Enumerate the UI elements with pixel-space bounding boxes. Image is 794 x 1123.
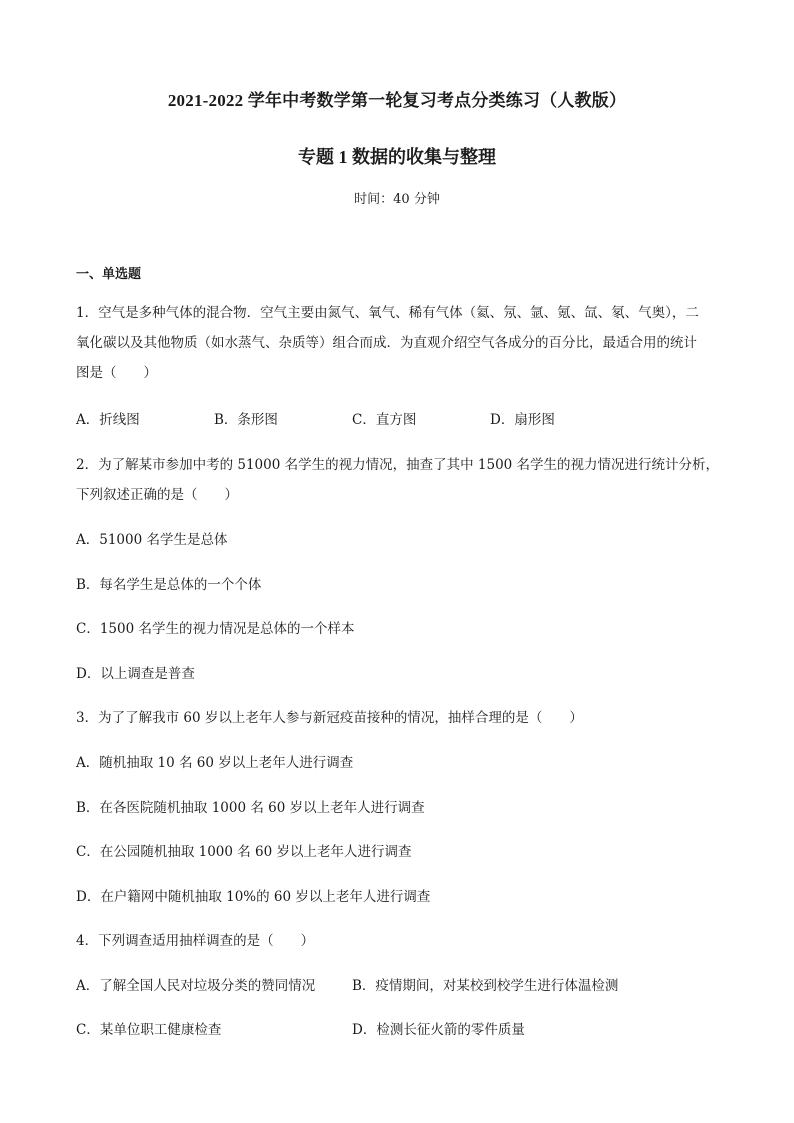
question-2-option-a: A．51000 名学生是总体 [76, 532, 228, 548]
question-2-option-b: B．每名学生是总体的一个个体 [76, 577, 262, 593]
question-3-option-d: D．在户籍网中随机抽取 10%的 60 岁以上老年人进行调查 [76, 889, 431, 905]
question-2-option-c: C．1500 名学生的视力情况是总体的一个样本 [76, 621, 355, 637]
question-2-line-1: 2．为了解某市参加中考的 51000 名学生的视力情况，抽查了其中 1500 名学生的视力情况进行统计分析， [76, 457, 720, 473]
question-3-option-c: C．在公园随机抽取 1000 名 60 岁以上老年人进行调查 [76, 844, 412, 860]
question-2-line-2: 下列叙述正确的是（ ） [76, 487, 238, 503]
question-4-option-d: D．检测长征火箭的零件质量 [352, 1022, 525, 1038]
question-3-line-1: 3．为了了解我市 60 岁以上老年人参与新冠疫苗接种的情况，抽样合理的是（ ） [76, 710, 583, 726]
question-1-line-3: 图是（ ） [76, 365, 157, 381]
section-heading: 一、单选题 [76, 267, 142, 282]
question-4-option-c: C．某单位职工健康检查 [76, 1022, 222, 1038]
question-1-option-b: B．条形图 [214, 412, 278, 428]
page-title: 2021-2022 学年中考数学第一轮复习考点分类练习（人教版） [167, 91, 627, 110]
question-2-option-d: D．以上调查是普查 [76, 666, 195, 682]
question-1-option-c: C．直方图 [352, 412, 417, 428]
question-3-option-b: B．在各医院随机抽取 1000 名 60 岁以上老年人进行调查 [76, 800, 425, 816]
question-1-option-d: D．扇形图 [490, 412, 555, 428]
question-1-option-a: A．折线图 [76, 412, 140, 428]
question-1-line-2: 氧化碳以及其他物质（如水蒸气、杂质等）组合而成．为直观介绍空气各成分的百分比，最适合用的统计 [76, 335, 697, 351]
page-subtitle: 专题 1 数据的收集与整理 [298, 147, 496, 167]
question-3-option-a: A．随机抽取 10 名 60 岁以上老年人进行调查 [76, 755, 354, 771]
time-limit: 时间：40 分钟 [354, 192, 440, 207]
question-4-option-a: A．了解全国人民对垃圾分类的赞同情况 [76, 978, 316, 994]
question-4-line-1: 4．下列调查适用抽样调查的是（ ） [76, 933, 315, 949]
question-4-option-b: B．疫情期间，对某校到校学生进行体温检测 [352, 978, 619, 994]
question-1-line-1: 1．空气是多种气体的混合物．空气主要由氮气、氧气、稀有气体（氦、氖、氩、氪、氙、氡、气奥），二 [76, 305, 699, 321]
